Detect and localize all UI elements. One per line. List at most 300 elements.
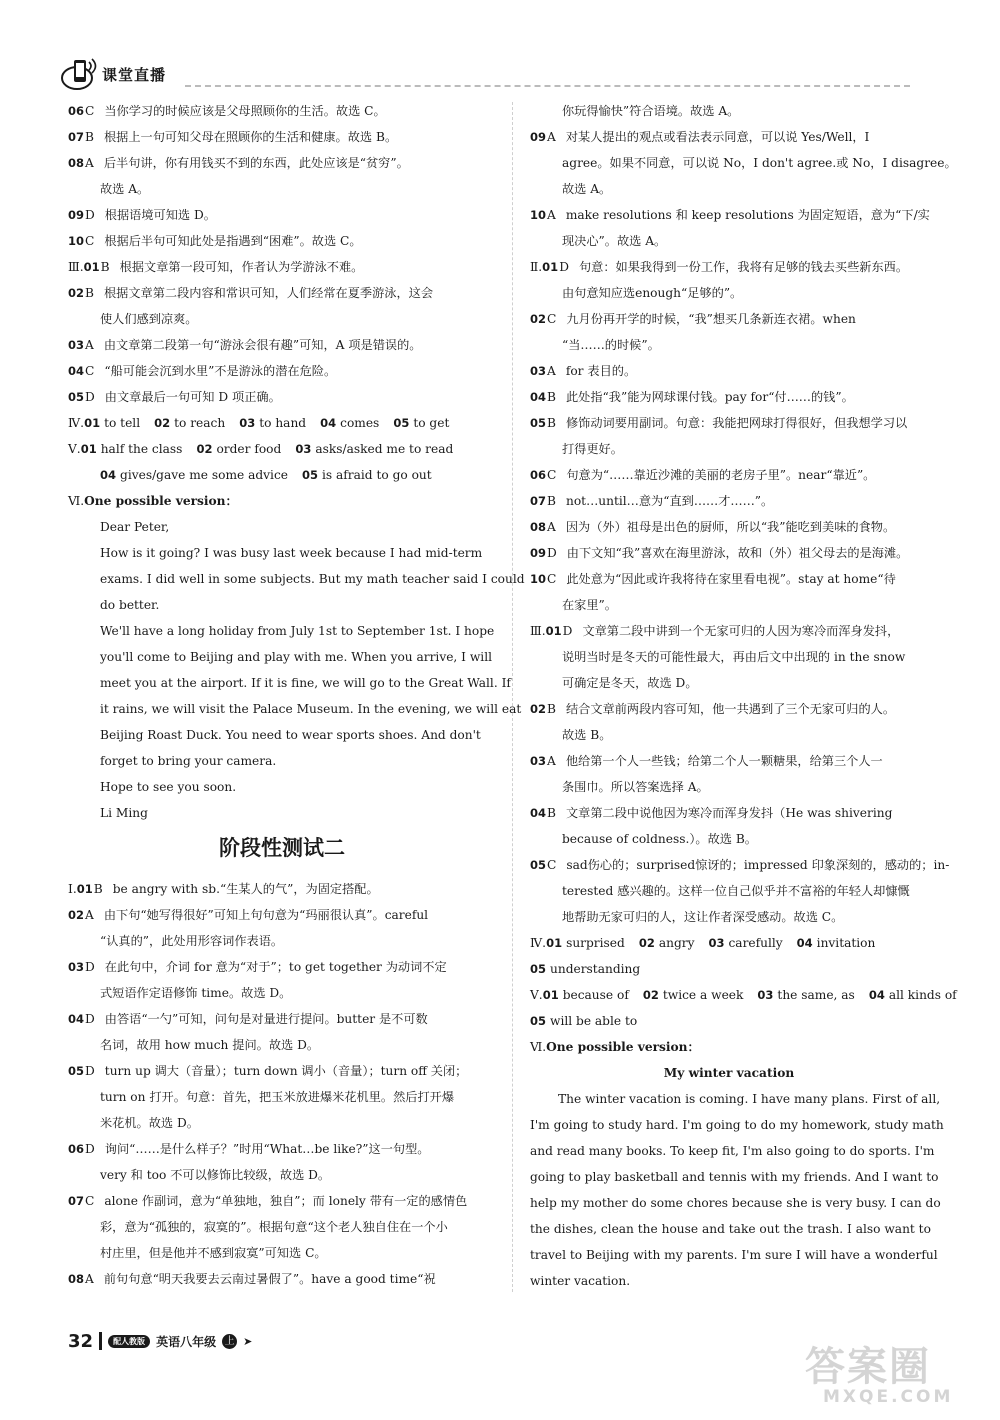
answer-continuation [68, 980, 496, 1006]
answer-text: because of coldness.）。故选 B。 [562, 832, 757, 846]
answer-choice: A [547, 520, 556, 534]
answer-text: 由下句“她写得很好”可知上句句意为“玛丽很认真”。careful [103, 908, 429, 922]
answer-text: 村庄里，但是他并不感到寂寞”可知选 C。 [100, 1246, 327, 1260]
answer-text: 由文章第二段第一句“游泳会很有趣”可知，A 项是错误的。 [103, 338, 422, 352]
composition-text: it rains, we will visit the Palace Museum. In the evening, we will eat [100, 702, 522, 716]
composition-line [68, 774, 496, 800]
composition-line [530, 1242, 938, 1268]
answer-item [530, 696, 928, 722]
item-number: 02 [638, 936, 655, 950]
section-numeral: Ⅲ. [530, 624, 546, 638]
answer-text: 前句句意“明天我要去云南过暑假了”。have a good time“祝 [103, 1272, 436, 1286]
answer-continuation [530, 98, 928, 124]
fill-in-answers [530, 1008, 928, 1034]
answer-item [68, 150, 496, 176]
item-number: 08 [68, 156, 85, 170]
answer-continuation [530, 332, 928, 358]
answer-text: 文章第二段中说他因为寒冷而浑身发抖（He was shivering [565, 806, 893, 820]
answer-text: 米花机。故选 D。 [100, 1116, 199, 1130]
answer-continuation [68, 176, 496, 202]
answer-continuation [530, 280, 928, 306]
answer-item [530, 384, 928, 410]
header-logo [60, 50, 190, 96]
answer-text: “当……的时候”。 [562, 338, 660, 352]
answer-choice: A [85, 156, 94, 170]
section-numeral: Ⅳ. [68, 416, 85, 430]
answer-text: surprised [566, 936, 625, 950]
answer-choice: B [547, 390, 556, 404]
item-number: 04 [796, 936, 813, 950]
answer-continuation [530, 176, 928, 202]
composition-text: winter vacation. [530, 1274, 631, 1288]
answer-text: 由答语“一勺”可知，问句是对量进行提问。butter 是不可数 [104, 1012, 428, 1026]
writing-section-label [530, 1034, 928, 1060]
composition-line [68, 644, 496, 670]
page-number-bar [99, 1332, 102, 1350]
answer-item [68, 202, 496, 228]
answer-text: be angry with sb.“生某人的气”，为固定搭配。 [112, 882, 379, 896]
composition-text: I'm going to study hard. I'm going to do my homework, study math [530, 1118, 944, 1132]
answer-text: invitation [816, 936, 876, 950]
item-number: 04 [530, 390, 547, 404]
answer-choice: B [547, 416, 556, 430]
item-number: 07 [68, 1194, 85, 1208]
item-number: 01 [542, 260, 559, 274]
composition-line [68, 566, 525, 592]
answer-continuation [68, 1110, 496, 1136]
item-number: 02 [154, 416, 171, 430]
answer-continuation [68, 1240, 496, 1266]
watermark-main: 答案圈 [805, 1344, 931, 1390]
writing-section-label [68, 488, 496, 514]
composition-text: Li Ming [100, 806, 148, 820]
item-number: 06 [530, 468, 547, 482]
item-number: 02 [530, 702, 547, 716]
item-number: 10 [68, 234, 85, 248]
answer-text: gives/gave me some advice [120, 468, 288, 482]
composition-text: We'll have a long holiday from July 1st to September 1st. I hope [100, 624, 495, 638]
answer-text: to reach [174, 416, 226, 430]
item-number: 05 [530, 858, 547, 872]
answer-text: 询问“……是什么样子？”时用“What…be like?”这一句型。 [104, 1142, 430, 1156]
composition-text: help my mother do some chores because she is very busy. I can do [530, 1196, 941, 1210]
answer-choice: B [85, 286, 94, 300]
fill-in-answers [530, 956, 928, 982]
answer-text: 此处意为“因此或许我将待在家里看电视”。stay at home“待 [566, 572, 896, 586]
item-number: 03 [295, 442, 312, 456]
answer-choice: B [547, 494, 556, 508]
item-number: 09 [530, 546, 547, 560]
answer-choice: A [85, 338, 94, 352]
answer-text: 打得更好。 [562, 442, 623, 456]
answer-item [530, 618, 928, 644]
item-number: 05 [530, 962, 547, 976]
answer-choice: B [547, 702, 556, 716]
answer-text: half the class [100, 442, 183, 456]
fill-in-answers [68, 436, 496, 462]
item-number: 09 [530, 130, 547, 144]
answer-text: 对某人提出的观点或看法表示同意，可以说 Yes/Well，I [565, 130, 870, 144]
item-number: 10 [530, 208, 547, 222]
answer-choice: B [93, 882, 103, 896]
answer-choice: D [85, 208, 95, 222]
item-number: 01 [76, 882, 93, 896]
answer-choice: B [100, 260, 110, 274]
answer-item [530, 488, 928, 514]
composition-line [68, 618, 496, 644]
answer-choice: C [85, 364, 95, 378]
fill-in-answers [530, 930, 928, 956]
answer-text: to tell [104, 416, 141, 430]
answer-text: 你玩得愉快”符合语境。故选 A。 [562, 104, 740, 118]
item-number: 03 [68, 960, 85, 974]
answer-text: angry [658, 936, 695, 950]
answer-text: will be able to [550, 1014, 638, 1028]
answer-choice: D [562, 624, 573, 638]
answer-text: 彩，意为“孤独的，寂寞的”。根据句意“这个老人独自住在一个小 [100, 1220, 448, 1234]
composition-text: you'll come to Beijing and play with me. When you arrive, I will [100, 650, 492, 664]
answer-text: 根据上一句可知父母在照顾你的生活和健康。故选 B。 [103, 130, 398, 144]
answer-continuation [68, 928, 496, 954]
answer-text: to get [413, 416, 450, 430]
left-column-part2 [68, 876, 496, 1292]
section-numeral: Ⅴ. [68, 442, 81, 456]
fill-in-answers [530, 982, 957, 1008]
arrow-icon: ➤ [243, 1334, 253, 1348]
item-number: 05 [530, 416, 547, 430]
composition-text: meet you at the airport. If it is fine, we will go to the Great Wall. If [100, 676, 511, 690]
answer-text: 由文章最后一句可知 D 项正确。 [104, 390, 281, 404]
item-number: 06 [68, 1142, 85, 1156]
item-number: 02 [530, 312, 547, 326]
header-divider [185, 85, 910, 87]
broadcast-phone-icon [60, 56, 100, 92]
answer-continuation [68, 306, 496, 332]
composition-text: forget to bring your camera. [100, 754, 277, 768]
answer-text: 根据后半句可知此处是指遇到“困难”。故选 C。 [104, 234, 362, 248]
answer-text: understanding [550, 962, 641, 976]
answer-item [68, 358, 496, 384]
item-number: 04 [868, 988, 885, 1002]
answer-text: 在此句中，介词 for 意为“对于”；to get together 为动词不定 [104, 960, 447, 974]
item-number: 05 [530, 1014, 547, 1028]
answer-text: 故选 A。 [562, 182, 612, 196]
header-logo-text: 课堂直播 [102, 66, 167, 84]
answer-continuation [530, 826, 928, 852]
composition-line [530, 1216, 931, 1242]
answer-text: because of [562, 988, 629, 1002]
section-numeral: Ⅵ. [530, 1040, 547, 1054]
item-number: 02 [196, 442, 213, 456]
composition-text: Beijing Roast Duck. You need to wear sports shoes. And don't [100, 728, 481, 742]
answer-item [68, 124, 496, 150]
answer-continuation [530, 774, 928, 800]
answer-choice: A [85, 908, 94, 922]
answer-text: 此处指“我”能为网球课付钱。pay for“付……的钱”。 [565, 390, 854, 404]
answer-continuation [68, 1214, 496, 1240]
left-column [68, 98, 525, 826]
answer-text: very 和 too 不可以修饰比较级，故选 D。 [100, 1168, 331, 1182]
answer-item [68, 902, 496, 928]
answer-text: 结合文章前两段内容可知，他一共遇到了三个无家可归的人。 [565, 702, 896, 716]
answer-text: carefully [728, 936, 783, 950]
answer-text: comes [340, 416, 380, 430]
item-number: 09 [68, 208, 85, 222]
section-numeral: Ⅰ. [68, 882, 77, 896]
answer-item [68, 98, 496, 124]
answer-choice: A [547, 130, 556, 144]
answer-choice: C [547, 858, 557, 872]
writing-label: One possible version： [84, 494, 238, 508]
answer-text: all kinds of [888, 988, 957, 1002]
answer-choice: D [85, 1064, 95, 1078]
composition-line [530, 1086, 941, 1112]
answer-choice: D [85, 390, 95, 404]
answer-item [530, 800, 928, 826]
composition-text: How is it going? I was busy last week because I had mid-term [100, 546, 483, 560]
answer-item [68, 254, 496, 280]
answer-text: 因为（外）祖母是出色的厨师，所以“我”能吃到美味的食物。 [565, 520, 896, 534]
answer-text: 地帮助无家可归的人，这让作者深受感动。故选 C。 [562, 910, 844, 924]
volume-badge: 上 [222, 1334, 237, 1349]
answer-choice: D [85, 960, 95, 974]
answer-choice: C [85, 104, 95, 118]
answer-item [530, 202, 928, 228]
answer-text: agree。如果不同意，可以说 No，I don't agree.或 No，I disagree。 [562, 156, 957, 170]
composition-text: the dishes, clean the house and take out the trash. I also want to [530, 1222, 931, 1236]
item-number: 03 [68, 338, 85, 352]
answer-item [530, 254, 928, 280]
item-number: 02 [68, 908, 85, 922]
answer-text: “认真的”，此处用形容词作表语。 [100, 934, 284, 948]
section-numeral: Ⅴ. [530, 988, 543, 1002]
section-title: 阶段性测试二 [219, 836, 345, 860]
right-column [530, 98, 957, 1294]
answer-continuation [530, 878, 928, 904]
answer-text: 句意：如果我得到一份工作，我将有足够的钱去买些新东西。 [578, 260, 909, 274]
answer-choice: D [85, 1012, 95, 1026]
item-number: 07 [530, 494, 547, 508]
answer-text: is afraid to go out [322, 468, 432, 482]
item-number: 04 [530, 806, 547, 820]
answer-text: 由句意知应选enough“足够的”。 [562, 286, 743, 300]
answer-item [530, 358, 928, 384]
answer-continuation [530, 150, 957, 176]
item-number: 01 [542, 988, 559, 1002]
answer-choice: C [547, 572, 557, 586]
answer-item [530, 852, 950, 878]
item-number: 02 [642, 988, 659, 1002]
item-number: 04 [320, 416, 337, 430]
watermark-sub: MXQE.COM [823, 1387, 954, 1407]
answer-item [68, 332, 496, 358]
answer-continuation [68, 1084, 496, 1110]
answer-text: turn up 调大（音量）；turn down 调小（音量）；turn off 关闭； [104, 1064, 468, 1078]
item-number: 08 [530, 520, 547, 534]
answer-item [530, 462, 928, 488]
answer-continuation [530, 904, 928, 930]
composition-text: Hope to see you soon. [100, 780, 237, 794]
answer-item [68, 384, 496, 410]
item-number: 03 [757, 988, 774, 1002]
item-number: 01 [84, 416, 101, 430]
answer-item [68, 1136, 496, 1162]
answer-text: 当你学习的时候应该是父母照顾你的生活。故选 C。 [104, 104, 386, 118]
composition-title: My winter vacation [663, 1066, 795, 1080]
answer-choice: B [85, 130, 94, 144]
answer-text: turn on 打开。句意：首先，把玉米放进爆米花机里。然后打开爆 [100, 1090, 455, 1104]
answer-text: 说明当时是冬天的可能性最大，再由后文中出现的 in the snow [562, 650, 906, 664]
answer-text: 文章第二段中讲到一个无家可归的人因为寒冷而浑身发抖， [582, 624, 900, 638]
answer-item [68, 954, 496, 980]
watermark [805, 1335, 985, 1415]
fill-in-answers [68, 462, 496, 488]
answer-text: 条围巾。所以答案选择 A。 [562, 780, 709, 794]
answer-item [530, 540, 928, 566]
composition-text: travel to Beijing with my parents. I'm sure I will have a wonderful [530, 1248, 938, 1262]
answer-text: 现决心”。故选 A。 [562, 234, 667, 248]
answer-choice: C [547, 312, 557, 326]
composition-line [68, 696, 522, 722]
composition-line [530, 1164, 939, 1190]
answer-text: 根据语境可知选 D。 [104, 208, 216, 222]
item-number: 04 [68, 364, 85, 378]
item-number: 03 [530, 364, 547, 378]
section-numeral: Ⅳ. [530, 936, 547, 950]
answer-text: 他给第一个人一些钱；给第二个人一颗糖果，给第三个人一 [565, 754, 883, 768]
page-number: 32 [68, 1330, 94, 1352]
answer-continuation [68, 1032, 496, 1058]
item-number: 01 [545, 624, 562, 638]
answer-choice: A [547, 364, 556, 378]
item-number: 07 [68, 130, 85, 144]
section-numeral: Ⅲ. [68, 260, 84, 274]
answer-text: order food [216, 442, 282, 456]
answer-continuation [530, 436, 928, 462]
answer-choice: D [85, 1142, 95, 1156]
answer-item [530, 124, 928, 150]
composition-text: exams. I did well in some subjects. But my math teacher said I could [100, 572, 525, 586]
item-number: 04 [68, 1012, 85, 1026]
composition-line [530, 1138, 935, 1164]
answer-text: 九月份再开学的时候，“我”想买几条新连衣裙。when [566, 312, 856, 326]
answer-choice: A [547, 208, 556, 222]
answer-choice: C [85, 1194, 95, 1208]
answer-text: for 表目的。 [565, 364, 637, 378]
answer-text: 句意为“……靠近沙滩的美丽的老房子里”。near“靠近”。 [566, 468, 876, 482]
answer-item [68, 876, 496, 902]
answer-choice: D [559, 260, 569, 274]
answer-text: 名词，故用 how much 提问。故选 D。 [100, 1038, 320, 1052]
item-number: 05 [301, 468, 318, 482]
answer-choice: C [85, 234, 95, 248]
answer-item [530, 748, 928, 774]
item-number: 01 [80, 442, 97, 456]
fill-in-answers [68, 410, 496, 436]
answer-text: 根据文章第一段可知，作者认为学游泳不难。 [119, 260, 364, 274]
item-number: 05 [68, 1064, 85, 1078]
item-number: 03 [708, 936, 725, 950]
item-number: 02 [68, 286, 85, 300]
item-number: 06 [68, 104, 85, 118]
answer-text: 修饰动词要用副词。句意：我能把网球打得很好，但我想学习以 [565, 416, 908, 430]
page-footer [68, 1326, 252, 1356]
composition-line [530, 1190, 941, 1216]
answer-item [530, 306, 928, 332]
composition-text: Dear Peter, [100, 520, 170, 534]
answer-text: 在家里”。 [562, 598, 617, 612]
answer-text: sad伤心的；surprised惊讶的；impressed 印象深刻的，感动的；in- [566, 858, 950, 872]
answer-text: 由下文知“我”喜欢在海里游泳，故和（外）祖父母去的是海滩。 [566, 546, 909, 560]
section-numeral: Ⅵ. [68, 494, 85, 508]
answer-text: 式短语作定语修饰 time。故选 D。 [100, 986, 292, 1000]
answer-continuation [68, 1162, 496, 1188]
answer-continuation [530, 592, 928, 618]
answer-item [68, 1006, 496, 1032]
answer-text: to hand [259, 416, 307, 430]
item-number: 05 [393, 416, 410, 430]
item-number: 01 [546, 936, 563, 950]
answer-text: 故选 B。 [562, 728, 612, 742]
answer-choice: A [547, 754, 556, 768]
item-number: 03 [530, 754, 547, 768]
answer-text: 可确定是冬天，故选 D。 [562, 676, 698, 690]
answer-item [530, 410, 928, 436]
item-number: 08 [68, 1272, 85, 1286]
answer-text: 故选 A。 [100, 182, 150, 196]
composition-line [68, 722, 496, 748]
answer-text: make resolutions 和 keep resolutions 为固定短语，意为“下/实 [565, 208, 930, 222]
composition-line [530, 1268, 928, 1294]
answer-item [68, 1188, 496, 1214]
composition-text: do better. [100, 598, 160, 612]
answer-item [68, 1058, 496, 1084]
answer-continuation [530, 670, 928, 696]
answer-continuation [530, 722, 928, 748]
edition-badge: 配人教版 [108, 1335, 150, 1348]
composition-line [68, 800, 496, 826]
answer-text: twice a week [662, 988, 744, 1002]
composition-text: The winter vacation is coming. I have many plans. First of all, [558, 1092, 941, 1106]
composition-line [68, 514, 496, 540]
answer-text: alone 作副词，意为“单独地，独自”；而 lonely 带有一定的感情色 [104, 1194, 468, 1208]
answer-text: terested 感兴趣的。这样一位自己似乎并不富裕的年轻人却慷慨 [562, 884, 910, 898]
item-number: 10 [530, 572, 547, 586]
answer-text: asks/asked me to read [315, 442, 454, 456]
composition-line [68, 748, 496, 774]
answer-choice: B [547, 806, 556, 820]
answer-item [530, 566, 928, 592]
book-title: 英语八年级 [156, 1334, 217, 1349]
answer-continuation [530, 228, 928, 254]
answer-text: 后半句讲，你有用钱买不到的东西，此处应该是“贫穷”。 [103, 156, 409, 170]
composition-line [530, 1112, 944, 1138]
section-numeral: Ⅱ. [530, 260, 543, 274]
answer-item [68, 228, 496, 254]
composition-line [68, 540, 496, 566]
item-number: 05 [68, 390, 85, 404]
answer-choice: D [547, 546, 557, 560]
composition-line [68, 592, 496, 618]
item-number: 01 [83, 260, 100, 274]
answer-item [530, 514, 928, 540]
answer-text: 使人们感到凉爽。 [100, 312, 198, 326]
answer-continuation [530, 644, 928, 670]
answer-item [68, 280, 496, 306]
composition-text: going to play basketball and tennis with my friends. And I want to [530, 1170, 939, 1184]
answer-text: 根据文章第二段内容和常识可知，人们经常在夏季游泳，这会 [103, 286, 434, 300]
item-number: 03 [239, 416, 256, 430]
